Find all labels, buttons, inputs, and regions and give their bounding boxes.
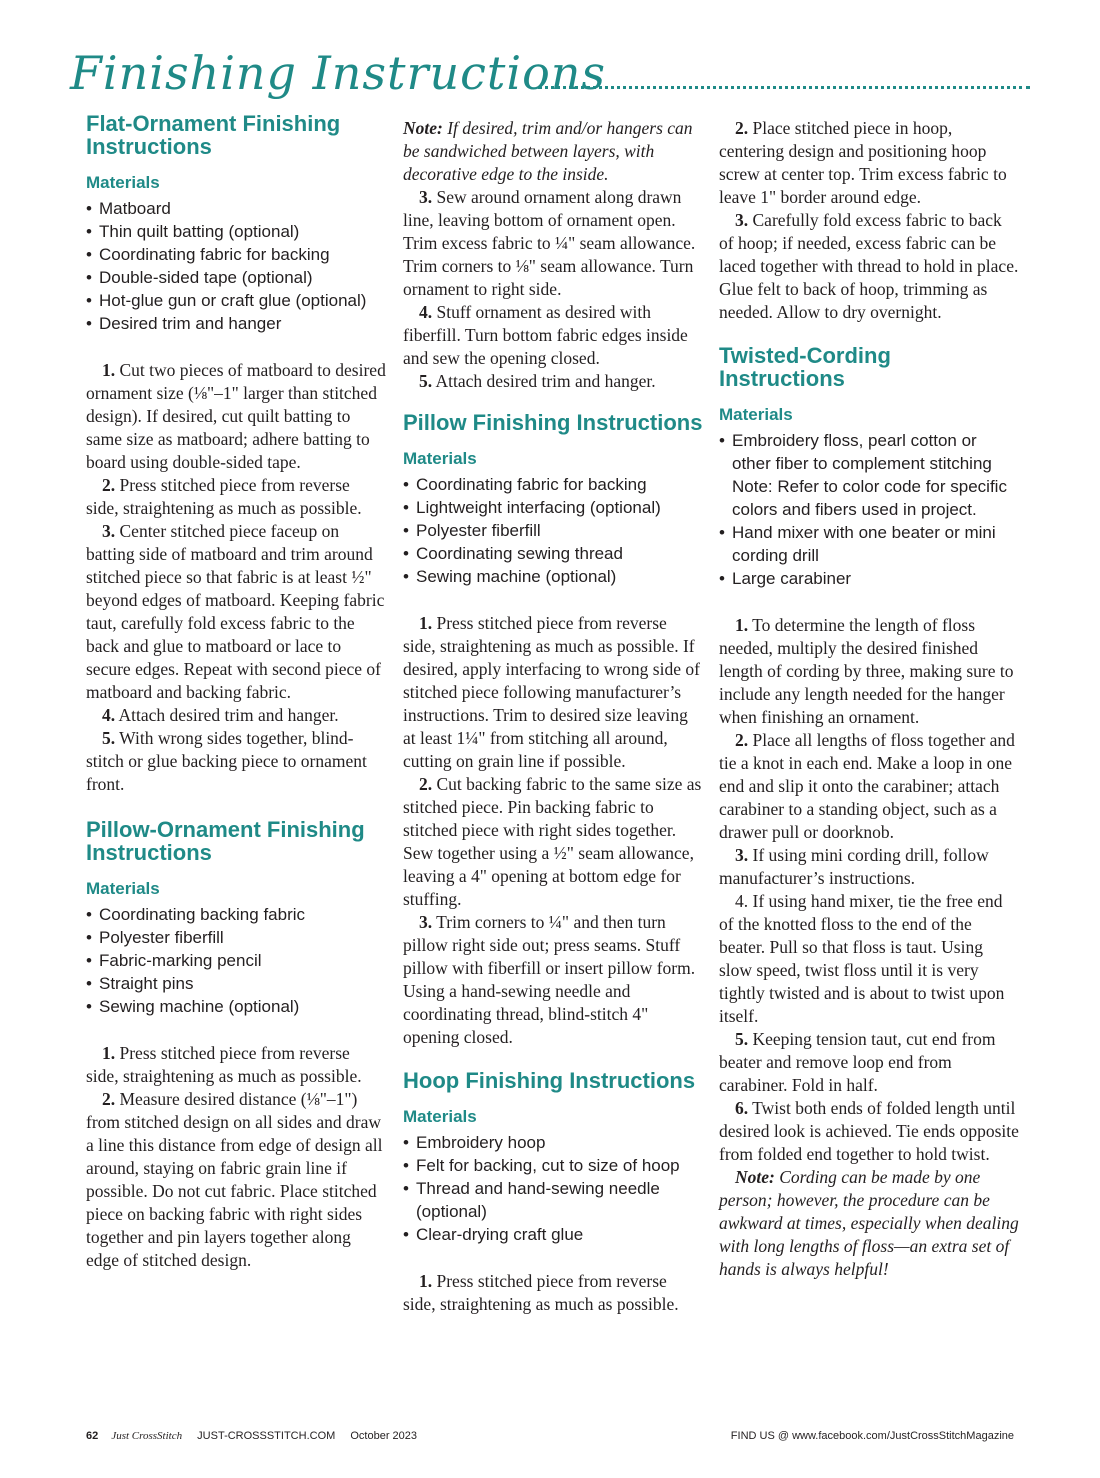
step-number: 1.: [735, 615, 749, 635]
list-item: • Double-sided tape (optional): [86, 266, 386, 289]
materials-list: [86, 197, 386, 335]
list-item: • Coordinating fabric for backing: [86, 243, 386, 266]
step-number: 2.: [102, 1089, 116, 1109]
list-item: • Clear-drying craft glue: [403, 1223, 703, 1246]
step-number: 5.: [735, 1029, 749, 1049]
step-text: Cut two pieces of matboard to desired ornament size (⅛"–1" larger than stitched design). If desired, cut quilt batting to same size as matboard; adhere batting to board using double-sided tape.: [86, 360, 386, 472]
page-number: 62: [86, 1430, 99, 1442]
materials-list: [719, 429, 1019, 590]
list-item: • Sewing machine (optional): [403, 565, 703, 588]
pillow-ornament-section: [86, 818, 386, 1272]
step-text: 4. If using hand mixer, tie the free end of the knotted floss to the end of the beater. Pull so that floss is taut. Using slow speed, twist floss until it is very tightly twisted and is about to twist upon itself.: [719, 891, 1005, 1026]
step: [86, 727, 386, 796]
pillow-section: [403, 411, 703, 1049]
list-item: • Sewing machine (optional): [86, 995, 386, 1018]
section-heading: Flat-Ornament Finishing Instructions: [86, 111, 341, 159]
step-number: 3.: [102, 521, 116, 541]
step-text: Press stitched piece from reverse side, straightening as much as possible.: [403, 1271, 679, 1314]
step-number: 1.: [102, 1043, 116, 1063]
list-item: • Large carabiner: [719, 567, 1019, 590]
step-text: Attach desired trim and hanger.: [115, 705, 339, 725]
step-text: Center stitched piece faceup on batting side of matboard and trim around stitched piece so that fabric is at least ½" beyond edges of matboard. Keeping fabric taut, carefully fold excess fabric to the back and glue to matboard or lace to secure edges. Repeat with second piece of matboard and backing fabric.: [86, 521, 385, 702]
step: [403, 370, 703, 393]
list-item: • Desired trim and hanger: [86, 312, 386, 335]
section-heading: Twisted-Cording Instructions: [719, 343, 891, 391]
materials-label: Materials: [719, 405, 793, 424]
section-heading: Hoop Finishing Instructions: [403, 1068, 696, 1093]
step: [719, 1028, 1019, 1097]
note: [403, 117, 703, 186]
step: [86, 1088, 386, 1272]
step-number: 4.: [419, 302, 433, 322]
step: [403, 911, 703, 1049]
step-text: Twist both ends of folded length until desired look is achieved. Tie ends opposite from folded end together to hold twist.: [719, 1098, 1019, 1164]
twisted-cording-section: [719, 344, 1019, 1281]
list-item: • Thread and hand-sewing needle (optional): [403, 1177, 703, 1223]
list-item: • Coordinating backing fabric: [86, 903, 386, 926]
step-text: Measure desired distance (⅛"–1") from stitched design on all sides and draw a line this distance from edge of design all around, staying on fabric grain line if possible. Do not cut fabric. Place stitched piece on backing fabric with right sides together and pin layers together along edge of stitched design.: [86, 1089, 383, 1270]
step-text: Sew around ornament along drawn line, leaving bottom of ornament open. Trim excess fabric to ¼" seam allowance. Trim corners to ⅛" seam allowance. Turn ornament to right side.: [403, 187, 696, 299]
step-number: 2.: [419, 774, 433, 794]
step: [86, 704, 386, 727]
step-number: 1.: [419, 613, 433, 633]
step: [719, 614, 1019, 729]
note-label: Note:: [403, 118, 443, 138]
social-link[interactable]: FIND US @ www.facebook.com/JustCrossStitchMagazine: [730, 1430, 1014, 1442]
materials-list: [403, 473, 703, 588]
step-number: 4.: [102, 705, 116, 725]
step: [403, 186, 703, 301]
hoop-section: [403, 1069, 703, 1316]
section-heading: Pillow-Ornament Finishing Instructions: [86, 817, 365, 865]
step-text: Stuff ornament as desired with fiberfill. Turn bottom fabric edges inside and sew the opening closed.: [403, 302, 688, 368]
step-text: With wrong sides together, blind-stitch or glue backing piece to ornament front.: [86, 728, 367, 794]
step: [403, 773, 703, 911]
step-text: Attach desired trim and hanger.: [432, 371, 656, 391]
step-text: Place all lengths of floss together and tie a knot in each end. Make a loop in one end and slip it onto the carabiner; attach carabiner to a standing object, such as a drawer pull or doorknob.: [719, 730, 1015, 842]
list-item: • Thin quilt batting (optional): [86, 220, 386, 243]
step: [719, 844, 1019, 890]
list-item: • Polyester fiberfill: [403, 519, 703, 542]
step-text: If using mini cording drill, follow manufacturer’s instructions.: [719, 845, 989, 888]
step-number: 2.: [735, 730, 749, 750]
note-text: Cording can be made by one person; however, the procedure can be awkward at times, especially when dealing with long lengths of floss—an extra set of hands is always helpful!: [719, 1167, 1019, 1279]
materials-label: Materials: [403, 1107, 477, 1126]
step-number: 3.: [419, 912, 433, 932]
step-text: Press stitched piece from reverse side, straightening as much as possible. If desired, apply interfacing to wrong side of stitched piece following manufacturer’s instructions. Trim to desired size leaving at least 1¼" from stitching all around, cutting on grain line if possible.: [403, 613, 700, 771]
materials-list: [86, 903, 386, 1018]
page-title: Finishing Instructions: [70, 46, 606, 100]
list-item: • Straight pins: [86, 972, 386, 995]
footer-left: [86, 1430, 417, 1442]
step-number: 1.: [102, 360, 116, 380]
list-item: • Matboard: [86, 197, 386, 220]
step-text: Carefully fold excess fabric to back of hoop; if needed, excess fabric can be laced together with thread to hold in place. Glue felt to back of hoop, trimming as needed. Allow to dry overnight.: [719, 210, 1019, 322]
list-item: • Coordinating sewing thread: [403, 542, 703, 565]
step-number: 1.: [419, 1271, 433, 1291]
note: [719, 1166, 1019, 1281]
list-item: • Polyester fiberfill: [86, 926, 386, 949]
step: [719, 209, 1019, 324]
magazine-name: Just CrossStitch: [111, 1430, 183, 1442]
step-number: 3.: [735, 845, 749, 865]
list-item: • Lightweight interfacing (optional): [403, 496, 703, 519]
step: [86, 474, 386, 520]
step-number: 6.: [735, 1098, 749, 1118]
step-number: 5.: [102, 728, 116, 748]
materials-list: [403, 1131, 703, 1246]
section-heading: Pillow Finishing Instructions: [403, 410, 703, 435]
step-number: 2.: [102, 475, 116, 495]
page-footer: [86, 1430, 1014, 1450]
list-item: • Hand mixer with one beater or mini cording drill: [719, 521, 1019, 567]
list-item: • Coordinating fabric for backing: [403, 473, 703, 496]
note-label: Note:: [735, 1167, 775, 1187]
step: [719, 1097, 1019, 1166]
step-number: 2.: [735, 118, 749, 138]
step: [719, 117, 1019, 209]
issue-date: October 2023: [350, 1430, 418, 1442]
column-1: [86, 112, 386, 1272]
step: [403, 301, 703, 370]
note-text: If desired, trim and/or hangers can be sandwiched between layers, with decorative edge to the inside.: [403, 118, 693, 184]
flat-ornament-section: [86, 112, 386, 796]
step-number: 3.: [419, 187, 433, 207]
list-item: • Fabric-marking pencil: [86, 949, 386, 972]
page-header: [70, 38, 1030, 108]
step: [403, 1270, 703, 1316]
step-text: Cut backing fabric to the same size as stitched piece. Pin backing fabric to stitched piece with right sides together. Sew together using a ½" seam allowance, leaving a 4" opening at bottom edge for stuffing.: [403, 774, 702, 909]
step-text: Press stitched piece from reverse side, straightening as much as possible.: [86, 1043, 362, 1086]
step: [403, 612, 703, 773]
materials-label: Materials: [86, 173, 160, 192]
materials-label: Materials: [403, 449, 477, 468]
step-text: Keeping tension taut, cut end from beater and remove loop end from carabiner. Fold in half.: [719, 1029, 996, 1095]
list-item: • Embroidery floss, pearl cotton or other fiber to complement stitching Note: Refer to color code for specific colors and fibers used in project.: [719, 429, 1019, 521]
step-text: Press stitched piece from reverse side, straightening as much as possible.: [86, 475, 362, 518]
step-text: Place stitched piece in hoop, centering design and positioning hoop screw at center top. Trim excess fabric to leave 1" border around edge.: [719, 118, 1007, 207]
step: [86, 520, 386, 704]
step: [86, 359, 386, 474]
title-dotted-rule: [538, 86, 1030, 89]
step-text: Trim corners to ¼" and then turn pillow right side out; press seams. Stuff pillow with fiberfill or insert pillow form. Using a hand-sewing needle and coordinating thread, blind-stitch 4" opening closed.: [403, 912, 696, 1047]
step: [86, 1042, 386, 1088]
step: [719, 729, 1019, 844]
step-number: 3.: [735, 210, 749, 230]
list-item: • Embroidery hoop: [403, 1131, 703, 1154]
column-2: [403, 117, 703, 1316]
list-item: • Felt for backing, cut to size of hoop: [403, 1154, 703, 1177]
list-item: • Hot-glue gun or craft glue (optional): [86, 289, 386, 312]
step: [719, 890, 1019, 1028]
step-number: 5.: [419, 371, 433, 391]
materials-label: Materials: [86, 879, 160, 898]
step-text: To determine the length of floss needed, multiply the desired finished length of cording by three, making sure to include any length needed for the hanger when finishing an ornament.: [719, 615, 1014, 727]
website-link[interactable]: JUST-CROSSSTITCH.COM: [197, 1430, 336, 1442]
column-3: [719, 117, 1019, 1281]
